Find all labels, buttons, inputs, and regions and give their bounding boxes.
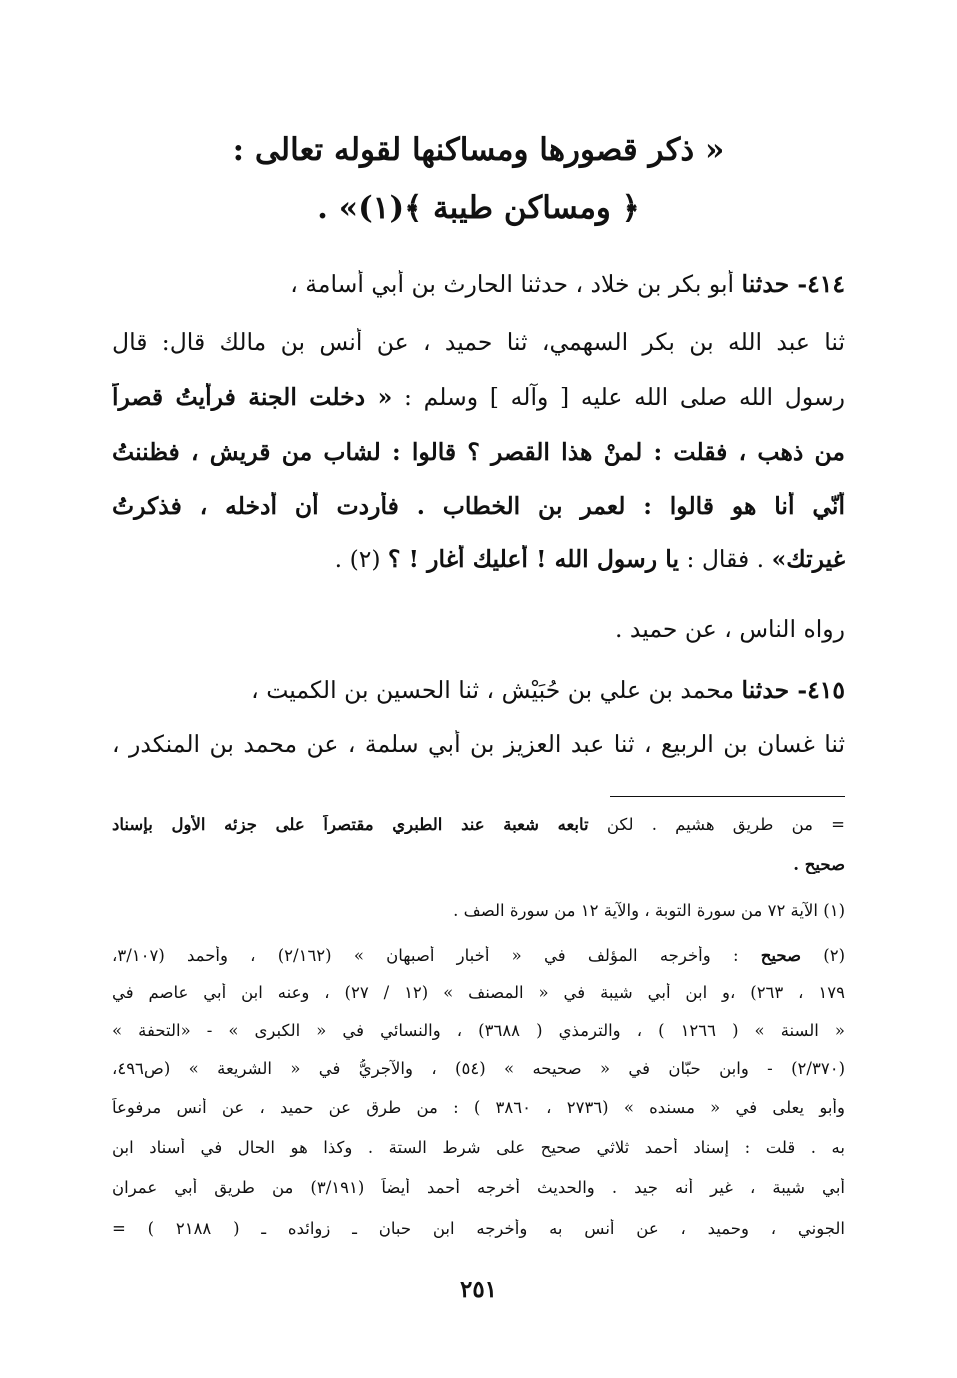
footnote-divider: [610, 796, 845, 797]
footnote-continued-line-1: [112, 815, 845, 834]
footnote-bold-text: صحيح .: [793, 855, 845, 874]
section-heading-line-2: ﴿ ومساكن طيبة ﴾(١)» .: [317, 190, 640, 226]
footnote-2-line-3: « السنة » ( ١٢٦٦ ) ، والترمذي ( ٣٦٨٨) ، والنسائي في « الكبرى » - «التحفة »: [112, 1021, 845, 1040]
hadith-414-line-5: [112, 492, 845, 520]
footnote-2-line-2: ١٧٩ ، ٢٦٣) ،و ابن أبي شيبة في « المصنف » (١٢ / ٢٧) ، وعنه ابن أبي عاصم في: [112, 983, 845, 1002]
hadith-quote: يا رسول الله ! أعليك أغار ! ؟: [388, 545, 679, 573]
hadith-number: ٤١٤: [807, 270, 845, 298]
footnote-text: = من طريق هشيم . لكن: [588, 815, 845, 834]
hadith-quote: أنّي أنا هو قالوا : لعمر بن الخطاب . فأردت أن أدخله ، فذكرتُ: [112, 492, 845, 520]
hadith-414-note: رواه الناس ، عن حميد .: [614, 615, 845, 643]
footnote-2-line-5: وأبو يعلى في « مسنده » (٢٧٣٦ ، ٣٨٦٠ ) : من طرق عن حميد ، عن أنس مرفوعاً: [112, 1098, 845, 1117]
hadith-414-line-4: [112, 438, 845, 466]
hadith-quote: « دخلت الجنة فرأيتُ قصراً: [112, 383, 393, 411]
hadith-415-line-1: [112, 676, 845, 704]
footnote-text: : وأخرجه المؤلف في « أخبار أصبهان » (٢/١٦٢) ، وأحمد (٣/١٠٧،: [112, 946, 761, 965]
footnote-ref: (٢) .: [334, 545, 389, 573]
footnote-grade: صحيح: [760, 946, 802, 965]
hadith-414-line-1: [112, 270, 845, 298]
hadith-text: محمد بن علي بن حُبَيْش ، ثنا الحسين بن الكميت ،: [251, 676, 742, 704]
hadith-lead: - حدثنا: [741, 270, 808, 298]
hadith-414-line-3: [112, 383, 845, 411]
page-number: ٢٥١: [459, 1276, 498, 1303]
footnote-marker: (٢): [801, 946, 845, 965]
footnote-1: (١) الآية ٧٢ من سورة التوبة ، والآية ١٢ من سورة الصف .: [453, 901, 845, 920]
hadith-text: رسول الله صلى الله عليه [ وآله ] وسلم :: [392, 383, 845, 411]
hadith-quote: غيرتك»: [771, 545, 845, 573]
footnote-2-line-6: به . قلت : إسناد أحمد ثلاثي صحيح على شرط الستة . وكذا هو الحال في أسناد ابن: [112, 1138, 845, 1157]
hadith-quote: من ذهب ، فقلت : لمنْ هذا القصر ؟ قالوا : لشاب من قريش ، فظننتُ: [112, 438, 845, 466]
footnote-bold-text: تابعه شعبة عند الطبري مقتصراً على جزئه الأول بإسناد: [112, 815, 589, 834]
hadith-text: . فقال :: [678, 545, 772, 573]
footnote-2-line-7: أبي شيبة ، غير أنه جيد . والحديث أخرجه أحمد أيضاً (٣/١٩١) من طريق أبي عمران: [112, 1178, 845, 1197]
hadith-lead: - حدثنا: [741, 676, 808, 704]
hadith-text: أبو بكر بن خلاد ، حدثنا الحارث بن أبي أسامة ،: [290, 270, 742, 298]
hadith-414-line-6: [112, 545, 845, 573]
footnote-2-line-1: [112, 946, 845, 965]
footnote-continued-line-2: [112, 855, 845, 874]
hadith-414-line-2: ثنا عبد الله بن بكر السهمي، ثنا حميد ، عن أنس بن مالك قال: قال: [112, 328, 845, 356]
footnote-2-line-8: الجوني ، وحميد ، عن أنس به وأخرجه ابن حبان ـ زوائده ـ ( ٢١٨٨ ) =: [112, 1219, 845, 1238]
footnote-2-line-4: (٢/٣٧٠) - وابن حبّان في « صحيحه » (٥٤) ، والآجريُّ في « الشريعة » (ص٤٩٦،: [112, 1059, 845, 1078]
hadith-415-line-2: ثنا غسان بن الربيع ، ثنا عبد العزيز بن أبي سلمة ، عن محمد بن المنكدر ،: [112, 730, 845, 758]
section-heading-line-1: « ذكر قصورها ومساكنها لقوله تعالى :: [232, 132, 725, 168]
hadith-number: ٤١٥: [807, 676, 845, 704]
